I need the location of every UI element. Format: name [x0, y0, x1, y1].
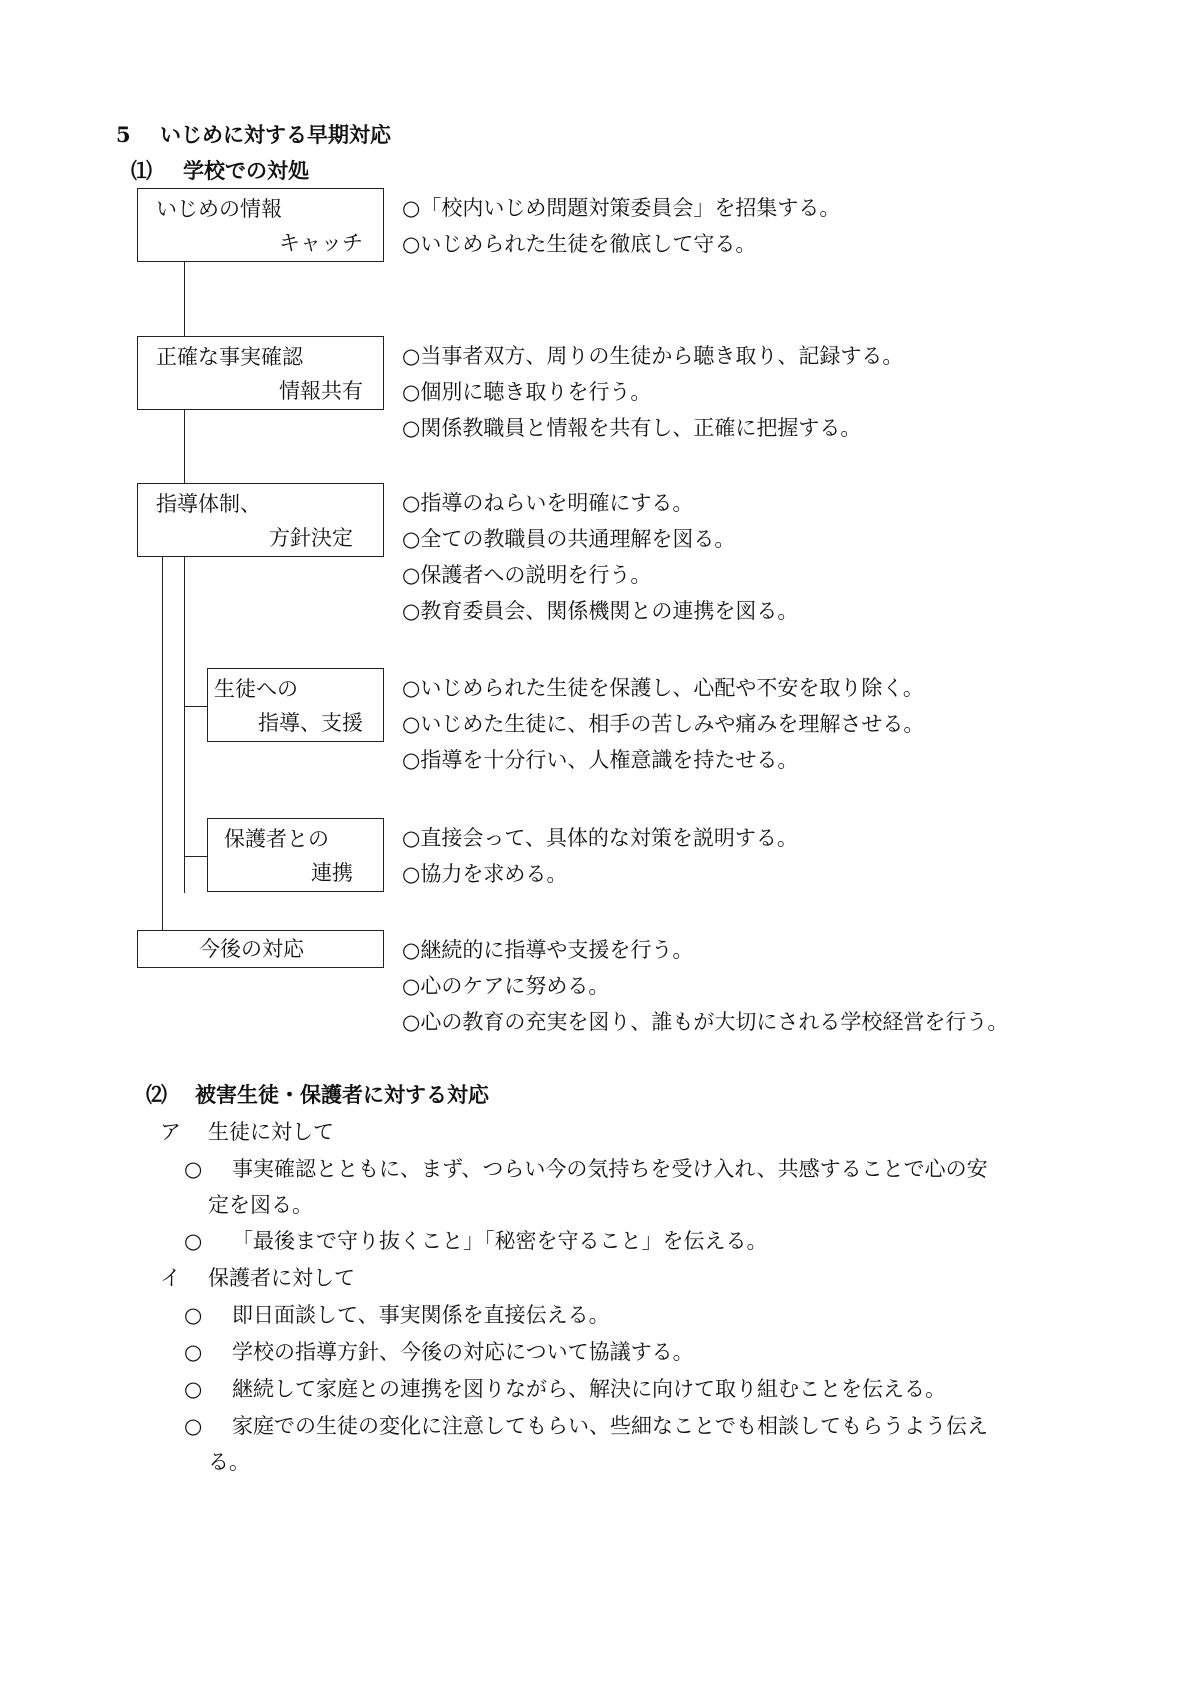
step-item: ○関係教職員と情報を共有し、正確に把握する。	[402, 416, 862, 440]
connector-line	[184, 706, 208, 707]
connector-line	[184, 856, 208, 857]
list-item-line1: 「最後まで守り抜くこと」「秘密を守ること」を伝える。	[232, 1229, 768, 1253]
step-item: ○個別に聴き取りを行う。	[402, 380, 652, 404]
step-box-line1: いじめの情報	[156, 197, 282, 221]
step-box-fact-check	[137, 336, 384, 410]
list-item-line1: 学校の指導方針、今後の対応について協議する。	[232, 1340, 694, 1364]
step-item: ○指導を十分行い、人権意識を持たせる。	[402, 748, 799, 772]
step-item: ○協力を求める。	[402, 862, 568, 886]
list-item-line1: 即日面談して、事実関係を直接伝える。	[232, 1303, 610, 1327]
step-box-student-guidance	[207, 668, 384, 742]
connector-line	[184, 557, 185, 893]
step-item: ○いじめられた生徒を徹底して守る。	[402, 232, 757, 256]
step-item: ○指導のねらいを明確にする。	[402, 491, 694, 515]
bullet: ○	[184, 1340, 203, 1364]
step-box-line2: キャッチ	[279, 231, 363, 255]
list-item-line1: 継続して家庭との連携を図りながら、解決に向けて取り組むことを伝える。	[232, 1377, 946, 1401]
step-box-line2: 情報共有	[279, 379, 363, 403]
section-number: 5	[116, 122, 131, 147]
bullet: ○	[184, 1229, 203, 1253]
step-box-line1: 生徒への	[214, 677, 298, 701]
step-box-line1: 指導体制、	[156, 492, 261, 516]
bullet: ○	[184, 1157, 203, 1181]
step-box-line1: 今後の対応	[199, 937, 304, 961]
step-box-line1: 正確な事実確認	[156, 345, 303, 369]
section-title: いじめに対する早期対応	[160, 122, 391, 147]
part1-title: 学校での対処	[183, 158, 309, 183]
step-item: ○直接会って、具体的な対策を説明する。	[402, 826, 798, 850]
step-item: ○いじめた生徒に、相手の苦しみや痛みを理解させる。	[402, 712, 925, 736]
step-box-line1: 保護者との	[224, 827, 329, 851]
list-item-line1: 事実確認とともに、まず、つらい今の気持ちを受け入れ、共感することで心の安	[232, 1157, 988, 1181]
connector-line	[184, 410, 185, 484]
sub-b-title: 保護者に対して	[208, 1266, 355, 1290]
step-item: ○心の教育の充実を図り、誰もが大切にされる学校経営を行う。	[402, 1010, 1009, 1034]
bullet: ○	[184, 1414, 203, 1438]
list-item-line2: る。	[208, 1450, 250, 1474]
part2-title: 被害生徒・保護者に対する対応	[195, 1082, 489, 1107]
step-item: ○心のケアに努める。	[402, 974, 610, 998]
step-box-future-response	[137, 930, 384, 968]
step-box-guardian-cooperation	[207, 818, 384, 892]
step-item: ○継続的に指導や支援を行う。	[402, 938, 694, 962]
connector-line	[162, 557, 163, 930]
list-item-line1: 家庭での生徒の変化に注意してもらい、些細なことでも相談してもらうよう伝え	[232, 1414, 988, 1438]
list-item-line2: 定を図る。	[208, 1193, 313, 1217]
step-box-bullying-info	[137, 188, 384, 262]
step-box-line2: 連携	[311, 861, 353, 885]
step-item: ○教育委員会、関係機関との連携を図る。	[402, 599, 799, 623]
step-item: ○当事者双方、周りの生徒から聴き取り、記録する。	[402, 344, 904, 368]
part1-label: ⑴	[131, 158, 152, 183]
step-item: ○全ての教職員の共通理解を図る。	[402, 527, 736, 551]
sub-a-title: 生徒に対して	[208, 1120, 334, 1144]
step-box-line2: 指導、支援	[258, 711, 363, 735]
part2-label: ⑵	[146, 1082, 167, 1107]
step-item: ○いじめられた生徒を保護し、心配や不安を取り除く。	[402, 676, 924, 700]
sub-b-label: イ	[160, 1266, 181, 1290]
bullet: ○	[184, 1377, 203, 1401]
step-box-line2: 方針決定	[269, 526, 353, 550]
bullet: ○	[184, 1303, 203, 1327]
step-box-guidance-policy	[137, 483, 384, 557]
connector-line	[184, 262, 185, 336]
step-item: ○「校内いじめ問題対策委員会」を招集する。	[402, 196, 841, 220]
sub-a-label: ア	[160, 1120, 181, 1144]
step-item: ○保護者への説明を行う。	[402, 563, 652, 587]
